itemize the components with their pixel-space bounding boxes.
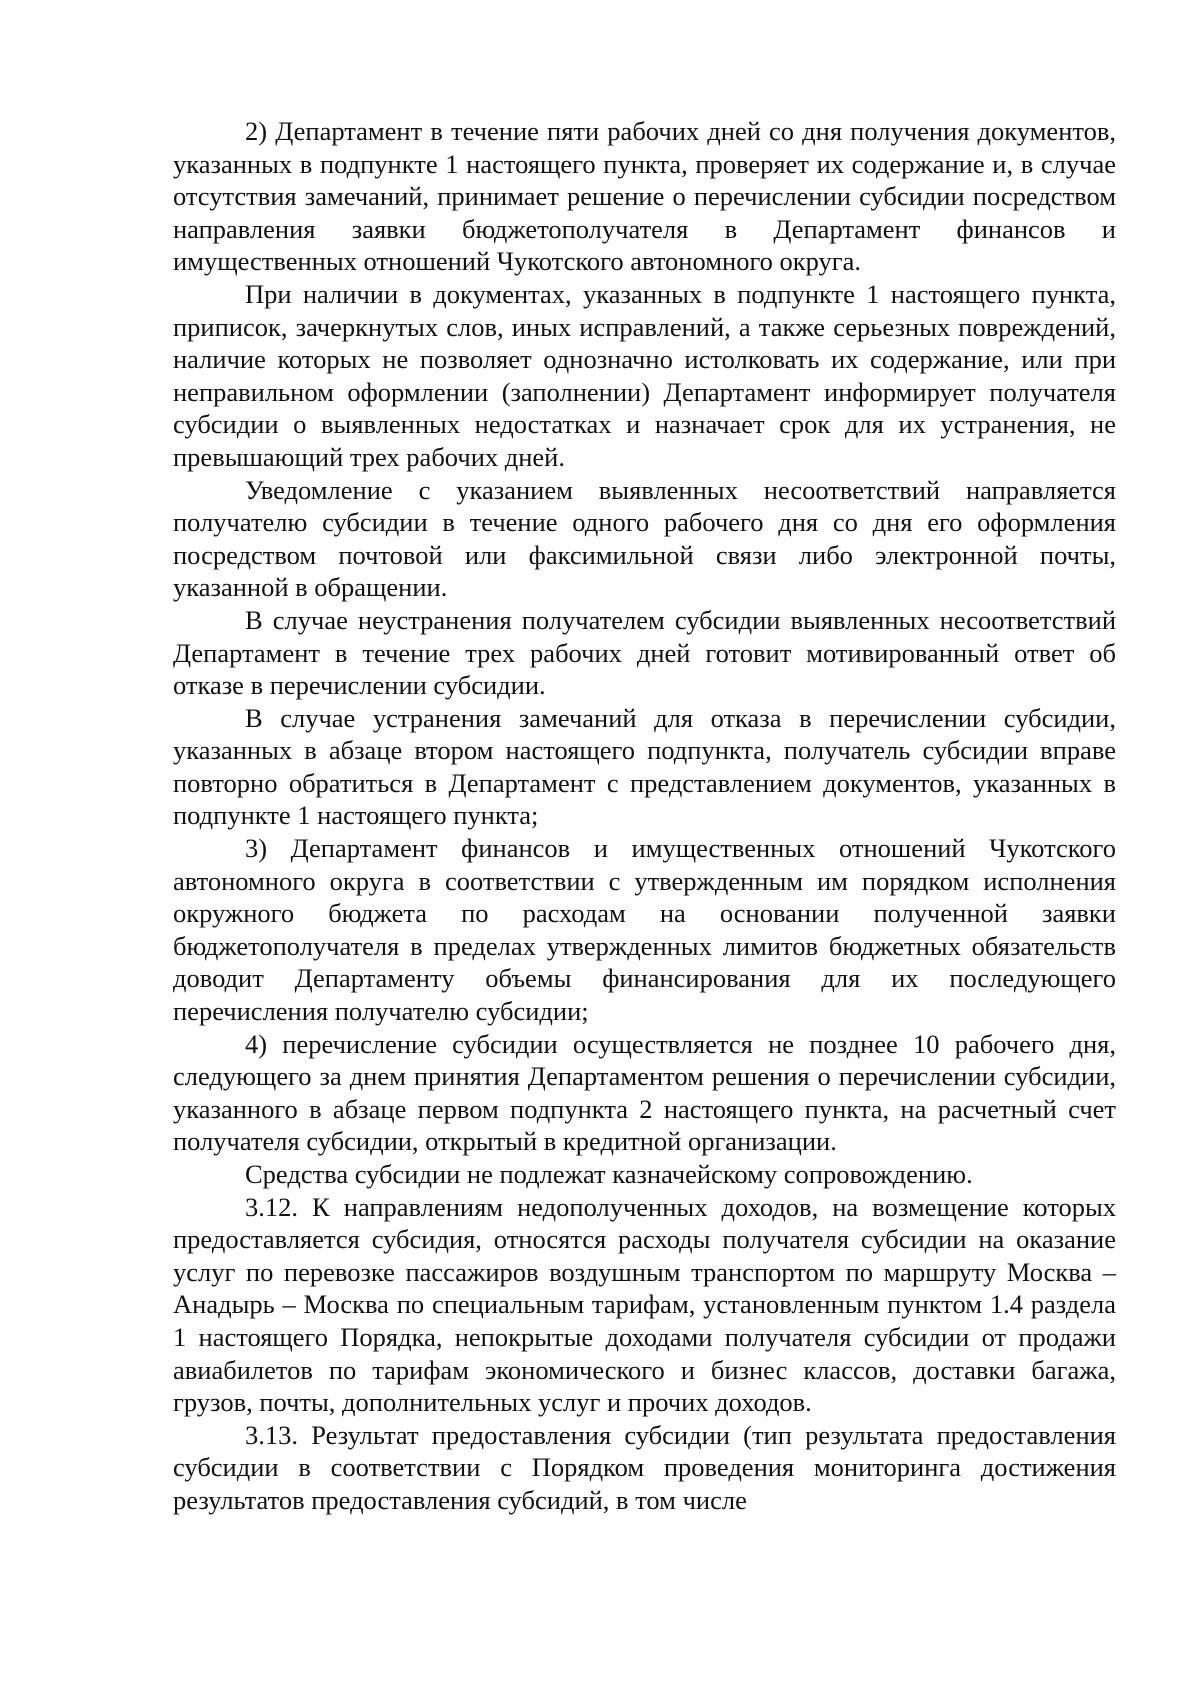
- paragraph-treasury: Средства субсидии не подлежат казначейскому сопровождению.: [245, 1159, 973, 1189]
- paragraph-notification: Уведомление с указанием выявленных несоответствий направляется получателю субсидии в течение одного рабочего дня со дня его оформления посредством почтовой или факсимильной связи либо электронной почты, указанной в обращении.: [173, 474, 1116, 603]
- paragraph-refusal: В случае неустранения получателем субсидии выявленных несоответствий Департамент в течение трех рабочих дней готовит мотивированный ответ об отказе в перечислении субсидии.: [173, 604, 1116, 701]
- paragraph-subitem-2: 2) Департамент в течение пяти рабочих дней со дня получения документов, указанных в подпункте 1 настоящего пункта, проверяет их содержание и, в случае отсутствия замечаний, принимает решение о перечислении субсидии посредством направления заявки бюджетополучателя в Департамент финансов и имущественных отношений Чукотского автономного округа.: [173, 116, 1116, 277]
- paragraph-defects-notice: При наличии в документах, указанных в подпункте 1 настоящего пункта, приписок, зачеркнутых слов, иных исправлений, а также серьезных повреждений, наличие которых не позволяет однозначно истолковать их содержание, или при неправильном оформлении (заполнении) Департамент информирует получателя субсидии о выявленных недостатках и назначает срок для их устранения, не превышающий трех рабочих дней.: [173, 278, 1116, 472]
- paragraph-section-3-13: 3.13. Результат предоставления субсидии (тип результата предоставления субсидии в соответствии с Порядком проведения мониторинга достижения результатов предоставления субсидий, в том числе: [173, 1419, 1116, 1515]
- paragraph-subitem-4: 4) перечисление субсидии осуществляется не позднее 10 рабочего дня, следующего за днем принятия Департаментом решения о перечислении субсидии, указанного в абзаце первом подпункта 2 настоящего пункта, на расчетный счет получателя субсидии, открытый в кредитной организации.: [173, 1028, 1116, 1157]
- paragraph-resubmission: В случае устранения замечаний для отказа в перечислении субсидии, указанных в абзаце втором настоящего подпункта, получатель субсидии вправе повторно обратиться в Департамент с представлением документов, указанных в подпункте 1 настоящего пункта;: [173, 702, 1116, 831]
- document-body: [173, 115, 1116, 1517]
- paragraph-subitem-3: 3) Департамент финансов и имущественных отношений Чукотского автономного округа в соответствии с утвержденным им порядком исполнения окружного бюджета по расходам на основании полученной заявки бюджетополучателя в пределах утвержденных лимитов бюджетных обязательств доводит Департаменту объемы финансирования для их последующего перечисления получателю субсидии;: [173, 833, 1116, 1027]
- paragraph-section-3-12: 3.12. К направлениям недополученных доходов, на возмещение которых предоставляется субсидия, относятся расходы получателя субсидии на оказание услуг по перевозке пассажиров воздушным транспортом по маршруту Москва – Анадырь – Москва по специальным тарифам, установленным пунктом 1.4 раздела 1 настоящего Порядка, непокрытые доходами получателя субсидии от продажи авиабилетов по тарифам экономического и бизнес классов, доставки багажа, грузов, почты, дополнительных услуг и прочих доходов.: [173, 1191, 1116, 1418]
